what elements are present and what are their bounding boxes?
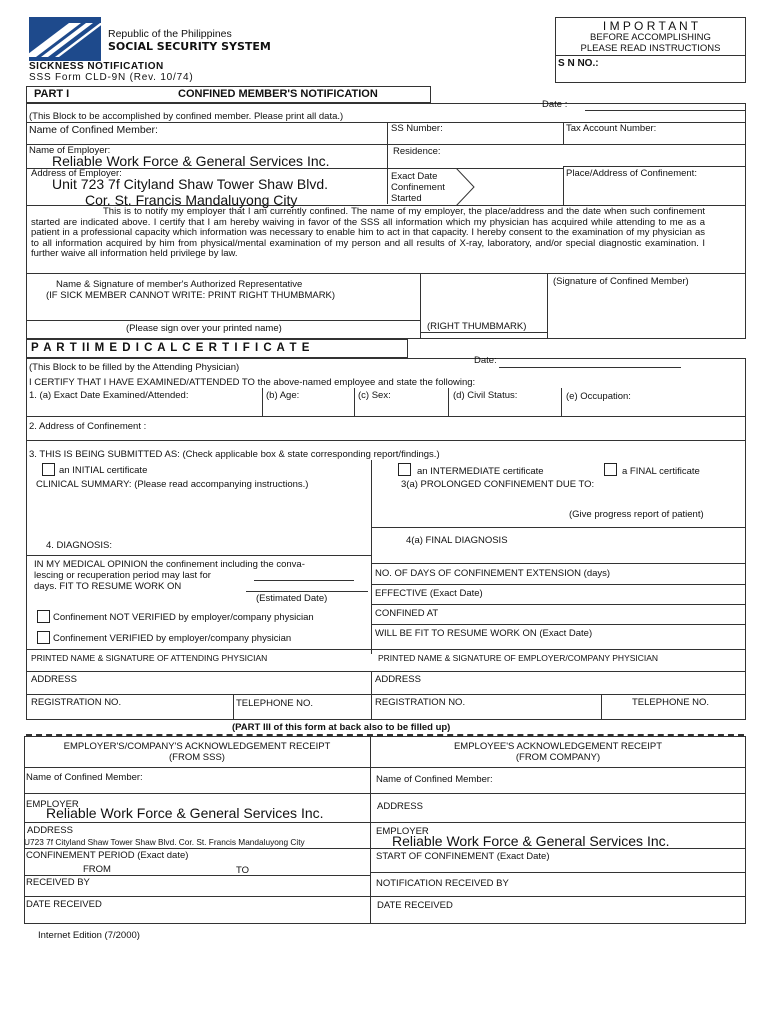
estimated-date: (Estimated Date) xyxy=(256,593,328,604)
opt-initial: an INITIAL certificate xyxy=(59,465,148,476)
employer-left: EMPLOYER xyxy=(26,799,79,810)
not-verified: Confinement NOT VERIFIED by employer/company physician xyxy=(53,612,314,623)
period: CONFINEMENT PERIOD (Exact date) xyxy=(26,850,189,861)
start-conf: START OF CONFINEMENT (Exact Date) xyxy=(376,851,550,862)
no-days: NO. OF DAYS OF CONFINEMENT EXTENSION (days) xyxy=(375,568,611,579)
edition: Internet Edition (7/2000) xyxy=(38,930,140,941)
agency-name: SOCIAL SECURITY SYSTEM xyxy=(108,40,271,53)
part1-instruction: (This Block to be accomplished by confined member. Please print all data.) xyxy=(29,111,344,122)
reg-no-right: REGISTRATION NO. xyxy=(375,697,466,708)
left-title-2: (FROM SSS) xyxy=(169,752,225,763)
address-right: ADDRESS xyxy=(375,674,421,685)
address-left-3: ADDRESS xyxy=(27,825,73,836)
part2-date-label: Date: xyxy=(474,355,497,366)
sss-logo xyxy=(29,17,101,61)
part1-title: CONFINED MEMBER'S NOTIFICATION xyxy=(178,88,378,100)
prolonged: 3(a) PROLONGED CONFINEMENT DUE TO: xyxy=(401,479,595,490)
opinion-3: days. FIT TO RESUME WORK ON xyxy=(34,581,182,592)
part2-frame xyxy=(26,358,746,720)
progress-note: (Give progress report of patient) xyxy=(569,509,704,520)
confined-at: CONFINED AT xyxy=(375,608,439,619)
opt-intermediate: an INTERMEDIATE certificate xyxy=(417,466,544,477)
part2-date-line[interactable] xyxy=(499,367,681,368)
opt-final: a FINAL certificate xyxy=(622,466,700,477)
effective: EFFECTIVE (Exact Date) xyxy=(375,588,483,599)
part1-date-label: Date : xyxy=(542,99,568,110)
part3-note: (PART III of this form at back also to be filled up) xyxy=(232,722,451,733)
verified: Confinement VERIFIED by employer/company physician xyxy=(53,633,292,644)
printed-employer: PRINTED NAME & SIGNATURE OF EMPLOYER/COMPANY PHYSICIAN xyxy=(378,653,659,663)
q1d: (d) Civil Status: xyxy=(453,390,518,401)
printed-attending: PRINTED NAME & SIGNATURE OF ATTENDING PHYSICIAN xyxy=(31,653,268,663)
q1e: (e) Occupation: xyxy=(566,391,631,402)
opinion-1: IN MY MEDICAL OPINION the confinement including the conva- xyxy=(34,559,305,570)
verified-checkbox[interactable] xyxy=(37,631,50,644)
important-title: I M P O R T A N T xyxy=(602,19,699,33)
important-line1: BEFORE ACCOMPLISHING xyxy=(590,32,711,43)
intermediate-checkbox[interactable] xyxy=(398,463,411,476)
date-received-right: DATE RECEIVED xyxy=(377,900,453,911)
final-dx: 4(a) FINAL DIAGNOSIS xyxy=(406,535,508,546)
right-title-2: (FROM COMPANY) xyxy=(515,752,601,763)
form-title: SICKNESS NOTIFICATION xyxy=(29,61,164,72)
final-checkbox[interactable] xyxy=(604,463,617,476)
address-label: Address of Employer: xyxy=(31,168,122,179)
part1-label: PART I xyxy=(34,88,70,100)
notif-received: NOTIFICATION RECEIVED BY xyxy=(376,878,509,889)
received-by: RECEIVED BY xyxy=(26,877,90,888)
employer-label: Name of Employer: xyxy=(29,145,111,156)
residence-label: Residence: xyxy=(393,146,441,157)
q1a: 1. (a) Exact Date Examined/Attended: xyxy=(29,390,189,401)
tel-no-left: TELEPHONE NO. xyxy=(236,698,314,709)
opinion-2: lescing or recuperation period may last for xyxy=(34,570,211,581)
reg-no-left: REGISTRATION NO. xyxy=(31,697,122,708)
left-title-1: EMPLOYER'S/COMPANY'S ACKNOWLEDGEMENT RECEIPT xyxy=(63,741,331,752)
to: TO xyxy=(236,865,250,876)
rep-line2: (IF SICK MEMBER CANNOT WRITE: PRINT RIGHT THUMBMARK) xyxy=(46,290,336,301)
q1b: (b) Age: xyxy=(266,390,300,401)
dx: 4. DIAGNOSIS: xyxy=(46,540,112,551)
exact-date-1: Exact Date xyxy=(391,171,438,182)
ss-number-label: SS Number: xyxy=(391,123,443,134)
address-line2[interactable]: Cor. St. Francis Mandaluyong City xyxy=(85,192,298,208)
date-received-left: DATE RECEIVED xyxy=(26,899,102,910)
part2-title: P A R T II M E D I C A L C E R T I F I C A T E xyxy=(31,342,311,354)
part1-date-line[interactable] xyxy=(585,110,745,111)
address-line1[interactable]: Unit 723 7f Cityland Shaw Tower Shaw Blvd. xyxy=(52,176,328,192)
initial-checkbox[interactable] xyxy=(42,463,55,476)
employer-right-value[interactable]: Reliable Work Force & General Services Inc. xyxy=(392,833,670,849)
important-line2: PLEASE READ INSTRUCTIONS xyxy=(580,43,721,54)
right-title-1: EMPLOYEE'S ACKNOWLEDGEMENT RECEIPT xyxy=(453,741,663,752)
republic-text: Republic of the Philippines xyxy=(108,28,232,40)
employer-right: EMPLOYER xyxy=(376,826,429,837)
address-left-value[interactable]: U723 7f Cityland Shaw Tower Shaw Blvd. Cor. St. Francis Mandaluyong City xyxy=(24,837,305,847)
sn-label: S N NO.: xyxy=(558,58,599,69)
exact-date-3: Started xyxy=(391,193,422,204)
from: FROM xyxy=(83,864,111,875)
part2-instruction: (This Block to be filled by the Attending Physician) xyxy=(29,362,240,373)
q3: 3. THIS IS BEING SUBMITTED AS: (Check applicable box & state corresponding report/findings.) xyxy=(29,449,440,460)
sig-member-label: (Signature of Confined Member) xyxy=(553,276,689,287)
address-right-3: ADDRESS xyxy=(377,801,423,812)
fit-resume: WILL BE FIT TO RESUME WORK ON (Exact Date) xyxy=(375,628,593,639)
thumbmark-label: (RIGHT THUMBMARK) xyxy=(427,321,527,332)
tel-no-right: TELEPHONE NO. xyxy=(632,697,710,708)
notice-text: This is to notify my employer that I am currently confined. The name of my employer, the place/address and the date when such confinement started are indicated above. I certify that I am hereby waiving in favor of the SSS all information which my physician has acquired while attending to me as a patient in a professional capacity which information was necessary to enable him to act in that capacity. I hereby consent to the examination of my physician as to all information acquired by him from physical/mental examination of my person and all results of X-ray, laboratory, and/or special diagnostic examination. I further waive all information held privilege by law. xyxy=(31,206,705,260)
days-line[interactable] xyxy=(254,580,354,581)
member-name-label: Name of Confined Member: xyxy=(29,124,158,136)
tax-account-label: Tax Account Number: xyxy=(566,123,657,134)
not-verified-checkbox[interactable] xyxy=(37,610,50,623)
exact-date-2: Confinement xyxy=(391,182,445,193)
form-code: SSS Form CLD-9N (Rev. 10/74) xyxy=(29,72,194,83)
address-left: ADDRESS xyxy=(31,674,77,685)
name-left: Name of Confined Member: xyxy=(26,772,143,783)
employer-value[interactable]: Reliable Work Force & General Services Inc. xyxy=(52,153,330,169)
q1c: (c) Sex: xyxy=(358,390,391,401)
q2: 2. Address of Confinement : xyxy=(29,421,147,432)
sign-over: (Please sign over your printed name) xyxy=(126,323,282,334)
rep-line1: Name & Signature of member's Authorized Representative xyxy=(56,279,303,290)
employer-left-value[interactable]: Reliable Work Force & General Services Inc. xyxy=(46,805,324,821)
resume-line[interactable] xyxy=(246,591,368,592)
name-right: Name of Confined Member: xyxy=(376,774,493,785)
arrow-shape xyxy=(456,168,476,206)
certify-text: I CERTIFY THAT I HAVE EXAMINED/ATTENDED TO the above-named employee and state the following: xyxy=(29,377,476,388)
place-label: Place/Address of Confinement: xyxy=(566,168,697,179)
clinical-summary: CLINICAL SUMMARY: (Please read accompanying instructions.) xyxy=(36,479,309,490)
